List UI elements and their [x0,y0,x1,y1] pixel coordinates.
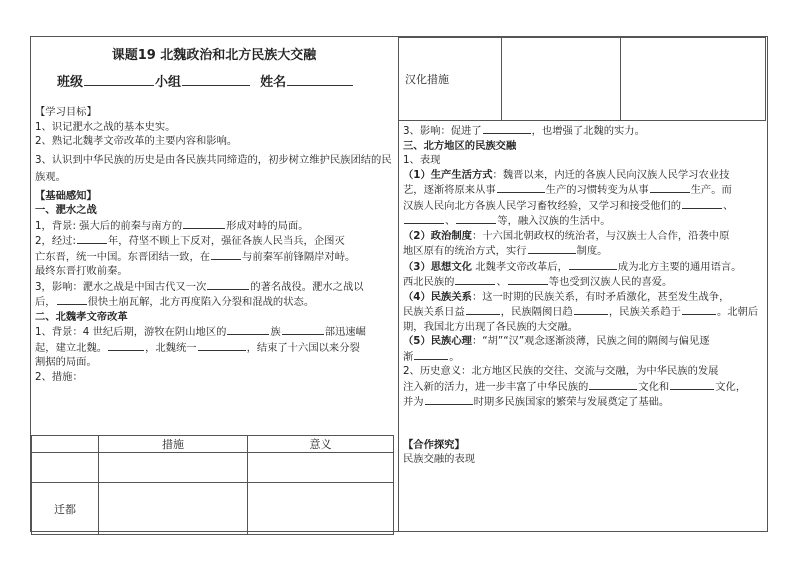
section-1-title: 一、淝水之战 [35,204,97,216]
r15a: 注入新的活力，进一步丰富了中华民族的 [403,380,589,393]
coop-text: 民族交融的表现 [403,453,476,465]
r10b: ，民族隔阂日趋 [500,306,573,318]
r1b: ：魏晋以来，内迁的各族人民向汉族人民学习农业技 [492,168,730,181]
r-s3a: 3、影响：促进了 [403,125,482,137]
blank [650,182,690,193]
r12b: ：“胡”“汉”观念逐渐淡薄，民族之间的隔阂与偏见逐 [471,335,710,347]
r9a: （4）民族关系 [403,290,472,303]
r10c: ，民族关系趋于 [608,306,681,318]
group-blank [182,75,250,86]
section-3-title: 三、北方地区的民族交融 [403,139,517,152]
table-row-label-qiandu: 迁都 [32,483,99,535]
r-line7 [403,259,765,275]
r3a: 汉族人民向北方各族人民学习畜牧经验，又学习和接受他们的 [403,199,682,212]
blank [108,340,144,351]
table-empty-cell [248,453,394,483]
s1-l2a: 2，经过: [35,235,76,247]
s1-l1b: 形成对峙的局面。 [226,219,309,232]
r-line8 [403,274,765,290]
impact-line [403,123,765,139]
r-item1: 1、表现 [403,154,441,166]
s1-l1a: 1，背景: 强大后的前秦与南方的 [35,219,183,232]
s1-l3b: 与前秦军前锋隔岸对峙。 [242,250,356,263]
blank [207,279,249,290]
r13b: 。 [449,350,460,363]
class-label: 班级 [57,75,84,90]
class-blank [84,75,154,86]
r3b: 、 [723,199,734,212]
s1-line1 [35,218,393,234]
s2-line2 [35,340,393,356]
blank [455,274,495,285]
r-line1 [403,168,765,183]
table-empty-cell [32,453,99,483]
table-header-significance: 意义 [248,436,394,453]
r-line11: 期，我国北方出现了各民族的大交融。 [403,320,579,333]
r-line4 [403,213,765,229]
r8a: 西北民族的 [403,276,455,288]
r-line10 [403,304,765,320]
objective-2: 2、熟记北魏孝文帝改革的主要内容和影响。 [35,135,238,147]
basics-heading: 【基础感知】 [35,189,97,202]
table-header-measures: 措施 [99,436,248,453]
s1-l3: 亡东晋，统一中国。东晋团结一致，在 [35,250,211,263]
s1-l2b: 年，苻坚不顾上下反对，强征各族人民当兵，企图灭 [107,235,345,247]
blank [682,304,716,315]
s2-l2c: ，结束了十六国以来分裂 [246,341,360,354]
s1-l6b: 很快土崩瓦解，北方再度陷入分裂和混战的状态。 [87,296,315,308]
blank [198,340,246,351]
blank [404,213,444,224]
blank [589,379,637,390]
r-line3 [403,198,765,214]
s2-l1c: 部迅速崛 [324,326,366,338]
r8c: 等也受到汉族人民的喜爱。 [548,276,673,288]
r-s3b: ，也增强了北魏的实力。 [531,125,645,137]
blank [574,304,608,315]
hanhua-table [398,37,766,121]
r2a: 艺，逐渐将原来从事 [403,184,496,196]
blank [282,324,324,335]
blank [466,304,500,315]
blank [682,198,722,209]
blank [670,379,714,390]
r9b: ：这一时期的民族关系，有时矛盾激化，甚至发生战争， [471,290,730,303]
coop-heading: 【合作探究】 [403,438,465,451]
r8b: 、 [496,276,507,288]
blank [57,294,87,305]
table-empty-cell [99,453,248,483]
s2-l1b: 族 [270,326,281,338]
page-title: 课题19 北魏政治和北方民族大交融 [111,48,317,63]
r-line2 [403,182,765,198]
r-line9 [403,290,765,305]
s1-line3 [35,249,393,265]
s1-line5 [35,279,393,295]
class-info-line [57,75,393,91]
blank [483,123,531,134]
r16a: 并为 [403,396,424,408]
s1-l6a: 后， [35,296,56,308]
r6b: 制度。 [576,245,608,257]
s2-l2: 起，建立北魏。 [35,341,108,354]
blank [183,218,225,229]
blank [508,274,548,285]
right-column [403,37,765,531]
r-line15 [403,379,765,395]
r13a: 渐 [403,350,414,363]
r4b: 等，融入汉族的生活中。 [497,215,611,227]
blank [227,324,269,335]
r-line12 [403,334,765,349]
r2c: 生产。而 [690,184,732,196]
r5a: （2）政治制度 [403,229,472,242]
r7a: （3）思想文化 [403,260,472,273]
r-line5 [403,229,765,244]
blank [414,349,448,360]
section-2-title: 二、北魏孝文帝改革 [35,310,128,323]
r10d: 。北朝后 [716,306,759,318]
objective-3-cont: 族观。 [35,170,66,183]
r-line13 [403,349,765,365]
reform-table [31,435,394,535]
s2-line3: 割据的局面。 [35,356,97,368]
s2-line1 [35,324,393,340]
s1-l5b: 的著名战役。淝水之战以 [250,280,364,293]
r6a: 地区原有的统治方式，实行 [403,245,527,257]
s1-line4: 最终东晋打败前秦。 [35,265,128,277]
s2-l2b: ，北魏统一 [145,341,197,354]
blank [77,233,107,244]
r7b: 北魏孝文帝改革后， [471,260,568,273]
s1-line2 [35,233,393,249]
r16b: 时期多民族国家的繁荣与发展奠定了基础。 [473,396,670,408]
r5b: ：十六国北朝政权的统治者，与汉族士人合作，沿袭中原 [471,229,730,242]
r2b: 生产的习惯转变为从事 [545,184,649,196]
r10a: 民族关系日益 [403,306,465,318]
r7c: 成为北方主要的通用语言。 [617,260,742,273]
r-line14: 2、历史意义：北方地区民族的交往、交流与交融，为中华民族的发展 [403,365,719,377]
worksheet-page [30,36,768,532]
r-line6 [403,243,765,259]
s1-l5a: 3，影响：淝水之战是中国古代又一次 [35,280,207,293]
r4a: 、 [445,215,456,227]
s2-l1a: 1、背景：4 世纪后期，游牧在阴山地区的 [35,326,227,338]
blank [211,249,241,260]
r12a: （5）民族心理 [403,335,472,347]
objectives-heading: 【学习目标】 [35,106,97,118]
r1a: （1）生产生活方式 [403,168,493,181]
group-label: 小组 [155,75,182,90]
r15c: 文化， [715,380,747,393]
table-empty-cell [502,38,621,121]
blank [528,243,576,254]
table-empty-cell [248,483,394,535]
r-line16 [403,394,765,410]
r15b: 文化和 [638,380,670,393]
blank [497,182,545,193]
blank [456,213,496,224]
objective-1: 1、识记淝水之战的基本史实。 [35,120,176,133]
s1-line6 [35,294,393,310]
table-corner-cell [32,436,99,453]
objective-3: 3、认识到中华民族的历史是由各民族共同缔造的，初步树立维护民族团结的民 [35,153,392,166]
name-blank [287,75,353,86]
table-empty-cell [99,483,248,535]
s2-line4: 2、措施： [35,370,83,383]
left-column [35,37,393,516]
table-empty-cell [621,38,766,121]
blank [425,394,473,405]
blank [569,259,617,270]
table-row-label-hanhua: 汉化措施 [399,38,502,121]
name-label: 姓名 [260,75,287,90]
